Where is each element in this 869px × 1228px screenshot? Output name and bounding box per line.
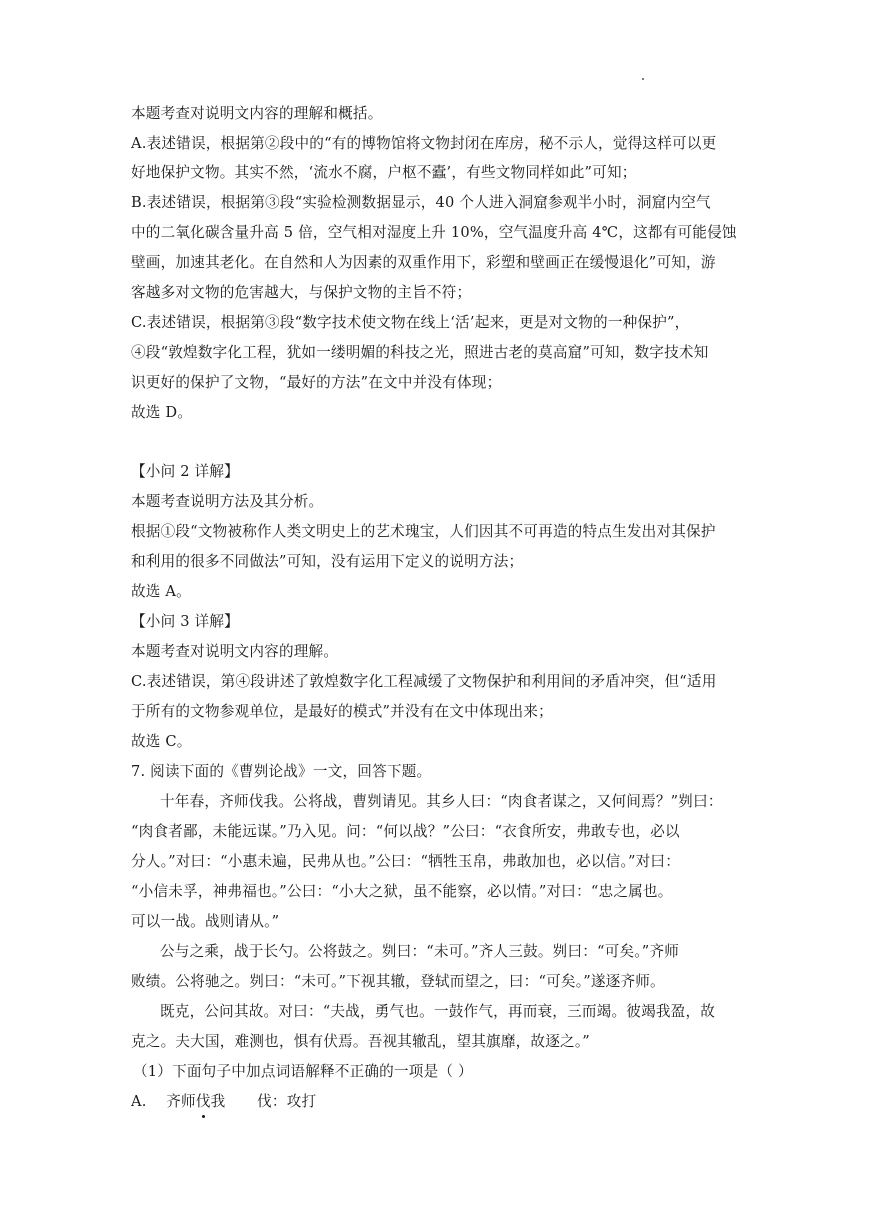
passage-p1-line1: 十年春，齐师伐我。公将战，曹刿请见。其乡人曰：“肉食者谋之，又何间焉？”刿曰：: [160, 793, 723, 810]
q2-line2: 和利用的很多不同做法”可知，没有运用下定义的说明方法；: [131, 553, 524, 570]
q1-option-c-line2: ④段“敦煌数字化工程，犹如一缕明媚的科技之光，照进古老的莫高窟”可知，数字技术知: [131, 344, 709, 361]
q1-option-c-line1: C.表述错误，根据第③段“数字技术使文物在线上‘活’起来，更是对文物的一种保护”，: [131, 314, 690, 331]
q1-option-b-line4: 客越多对文物的危害越大，与保护文物的主旨不符；: [131, 284, 472, 301]
q1-conclusion: 故选 D。: [131, 404, 193, 421]
q1-option-c-line3: 识更好的保护了文物，“最好的方法”在文中并没有体现；: [131, 374, 502, 391]
q3-line1: C.表述错误，第④段讲述了敦煌数字化工程减缓了文物保护和利用间的矛盾冲突，但“适用: [131, 673, 717, 690]
stray-dot: [642, 78, 644, 80]
q2-conclusion: 故选 A。: [131, 583, 191, 600]
passage-p1-line3: 分人。”对曰：“小惠未遍，民弗从也。”公曰：“牺牲玉帛，弗敢加也，必以信。”对曰：: [131, 853, 680, 870]
q1-option-b-line2: 中的二氧化碳含量升高 5 倍，空气相对湿度上升 10%，空气温度升高 4℃，这都有可能侵蚀: [131, 224, 737, 241]
passage-p2-line2: 败绩。公将驰之。刿曰：“未可。”下视其辙，登轼而望之，曰：“可矣。”遂逐齐师。: [131, 973, 665, 990]
q3-conclusion: 故选 C。: [131, 733, 192, 750]
option-a-dotted-word: 伐: [195, 1093, 211, 1110]
option-a-gloss: 伐：攻打: [257, 1093, 317, 1110]
option-a-sentence-pre: 齐师: [166, 1093, 196, 1110]
sub-question-1: （1）下面句子中加点词语解释不正确的一项是（ ）: [133, 1063, 473, 1080]
passage-p1-line2: “肉食者鄙，未能远谋。”乃入见。问：“何以战？”公曰：“衣食所安，弗敢专也，必以: [131, 823, 680, 840]
option-a[interactable]: [131, 1092, 316, 1112]
q7-prompt: 7. 阅读下面的《曹刿论战》一文，回答下题。: [131, 763, 432, 780]
q3-intro: 本题考查对说明文内容的理解。: [131, 643, 339, 660]
option-a-sentence-post: 我: [210, 1093, 226, 1110]
q2-line1: 根据①段“文物被称作人类文明史上的艺术瑰宝，人们因其不可再造的特点生发出对其保护: [131, 523, 716, 540]
passage-p3-line1: 既克，公问其故。对曰：“夫战，勇气也。一鼓作气，再而衰，三而竭。彼竭我盈，故: [160, 1003, 716, 1020]
q1-intro: 本题考查对说明文内容的理解和概括。: [131, 105, 383, 122]
q1-option-b-line1: B.表述错误，根据第③段“实验检测数据显示，40 个人进入洞窟参观半小时，洞窟内空气: [131, 194, 711, 211]
q1-option-b-line3: 壁画，加速其老化。在自然和人为因素的双重作用下，彩塑和壁画正在缓慢退化”可知，游: [131, 254, 716, 271]
passage-p2-line1: 公与之乘，战于长勺。公将鼓之。刿曰：“未可。”齐人三鼓。刿曰：“可矣。”齐师: [160, 943, 680, 960]
q3-line2: 于所有的文物参观单位，是最好的模式”并没有在文中体现出来；: [131, 703, 553, 720]
option-a-label: A.: [131, 1093, 147, 1110]
q1-option-a-line1: A.表述错误，根据第②段中的“有的博物馆将文物封闭在库房，秘不示人，觉得这样可以更: [131, 135, 717, 152]
q2-heading: 【小问 2 详解】: [131, 463, 239, 480]
q3-heading: 【小问 3 详解】: [131, 613, 239, 630]
q2-intro: 本题考查说明方法及其分析。: [131, 493, 324, 510]
q1-option-a-line2: 好地保护文物。其实不然，‘流水不腐，户枢不蠹’，有些文物同样如此”可知；: [131, 164, 637, 181]
passage-p1-line5: 可以一战。战则请从。”: [131, 913, 280, 930]
passage-p3-line2: 克之。夫大国，难测也，惧有伏焉。吾视其辙乱，望其旗靡，故逐之。”: [131, 1033, 590, 1050]
passage-p1-line4: “小信未孚，神弗福也。”公曰：“小大之狱，虽不能察，必以情。”对曰：“忠之属也。: [131, 883, 673, 900]
